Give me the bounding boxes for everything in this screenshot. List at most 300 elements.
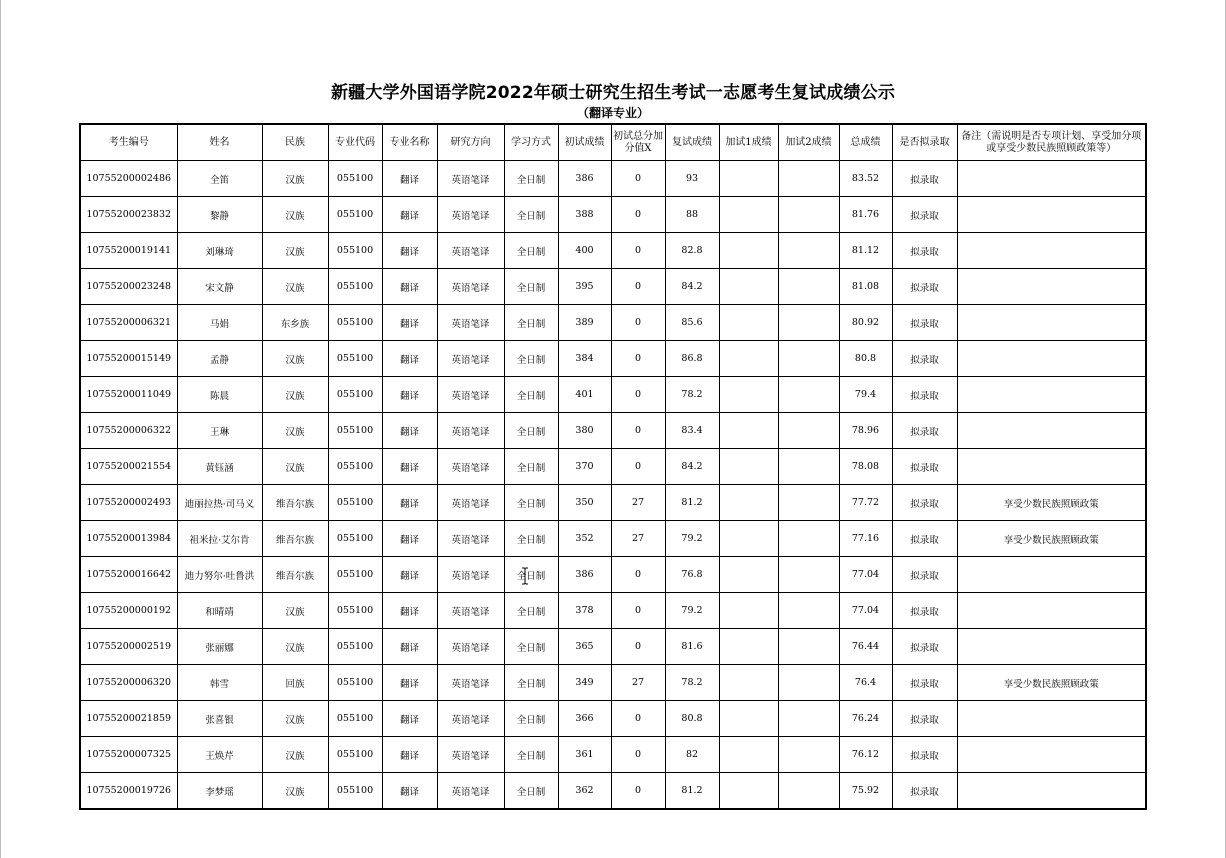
table-row <box>80 773 1146 810</box>
table-cell <box>778 341 839 377</box>
table-row <box>80 737 1146 773</box>
table-cell: 055100 <box>328 449 382 485</box>
table-cell: 76.4 <box>839 665 892 701</box>
table-cell: 84.2 <box>665 269 719 305</box>
table-cell: 386 <box>558 161 611 197</box>
table-cell <box>719 305 778 341</box>
table-cell <box>957 773 1146 810</box>
table-cell: 翻译 <box>382 161 437 197</box>
table-cell: 汉族 <box>262 341 328 377</box>
table-row <box>80 449 1146 485</box>
table-cell: 055100 <box>328 413 382 449</box>
table-cell: 81.12 <box>839 233 892 269</box>
table-row <box>80 377 1146 413</box>
table-cell <box>957 557 1146 593</box>
table-cell: 汉族 <box>262 449 328 485</box>
table-cell: 83.52 <box>839 161 892 197</box>
table-cell: 81.2 <box>665 773 719 810</box>
table-cell: 拟录取 <box>892 233 957 269</box>
table-cell: 0 <box>611 737 665 773</box>
table-cell <box>719 449 778 485</box>
table-cell: 张丽娜 <box>177 629 262 665</box>
table-cell: 翻译 <box>382 449 437 485</box>
table-cell: 10755200002519 <box>80 629 177 665</box>
table-cell: 汉族 <box>262 593 328 629</box>
table-cell: 全日制 <box>504 269 558 305</box>
col-header: 是否拟录取 <box>892 124 957 161</box>
table-cell: 全日制 <box>504 485 558 521</box>
table-cell: 全日制 <box>504 629 558 665</box>
table-cell: 汉族 <box>262 269 328 305</box>
table-cell: 拟录取 <box>892 161 957 197</box>
table-cell: 和晴靖 <box>177 593 262 629</box>
table-cell: 380 <box>558 413 611 449</box>
table-cell <box>719 485 778 521</box>
table-cell <box>957 305 1146 341</box>
table-cell <box>778 161 839 197</box>
table-cell: 翻译 <box>382 521 437 557</box>
table-cell: 翻译 <box>382 629 437 665</box>
table-cell: 055100 <box>328 197 382 233</box>
table-cell: 0 <box>611 269 665 305</box>
table-cell: 享受少数民族照顾政策 <box>957 665 1146 701</box>
table-cell: 王琳 <box>177 413 262 449</box>
table-cell: 80.8 <box>665 701 719 737</box>
table-row <box>80 593 1146 629</box>
table-cell <box>719 773 778 810</box>
table-cell: 翻译 <box>382 485 437 521</box>
table-cell: 张喜银 <box>177 701 262 737</box>
table-cell: 0 <box>611 449 665 485</box>
table-cell <box>719 557 778 593</box>
table-cell: 全日制 <box>504 305 558 341</box>
table-cell <box>719 665 778 701</box>
table-cell: 10755200011049 <box>80 377 177 413</box>
table-cell: 055100 <box>328 557 382 593</box>
table-cell <box>778 413 839 449</box>
table-cell: 10755200000192 <box>80 593 177 629</box>
table-row <box>80 521 1146 557</box>
table-cell: 85.6 <box>665 305 719 341</box>
scores-table <box>79 123 1147 810</box>
table-cell: 全日制 <box>504 521 558 557</box>
table-cell <box>719 197 778 233</box>
table-cell <box>778 737 839 773</box>
table-cell: 英语笔译 <box>437 305 504 341</box>
table-cell: 王焕芹 <box>177 737 262 773</box>
table-cell: 055100 <box>328 665 382 701</box>
document-title: 新疆大学外国语学院2022年硕士研究生招生考试一志愿考生复试成绩公示 <box>330 83 896 103</box>
table-cell: 全日制 <box>504 161 558 197</box>
table-row <box>80 629 1146 665</box>
table-cell <box>957 377 1146 413</box>
table-cell: 27 <box>611 521 665 557</box>
text-cursor-icon <box>521 567 529 585</box>
table-cell: 拟录取 <box>892 629 957 665</box>
table-cell: 0 <box>611 377 665 413</box>
table-cell: 0 <box>611 413 665 449</box>
table-cell: 76.8 <box>665 557 719 593</box>
table-cell: 055100 <box>328 701 382 737</box>
table-cell: 79.4 <box>839 377 892 413</box>
table-cell: 汉族 <box>262 161 328 197</box>
table-cell: 翻译 <box>382 737 437 773</box>
table-cell: 10755200013984 <box>80 521 177 557</box>
table-cell: 翻译 <box>382 773 437 810</box>
table-cell: 79.2 <box>665 521 719 557</box>
table-cell: 400 <box>558 233 611 269</box>
table-cell: 10755200019726 <box>80 773 177 810</box>
table-cell <box>957 413 1146 449</box>
table-cell <box>778 197 839 233</box>
table-cell: 翻译 <box>382 701 437 737</box>
table-cell: 英语笔译 <box>437 377 504 413</box>
table-cell: 10755200002493 <box>80 485 177 521</box>
table-cell: 10755200023248 <box>80 269 177 305</box>
table-cell: 378 <box>558 593 611 629</box>
table-row <box>80 701 1146 737</box>
table-cell: 82 <box>665 737 719 773</box>
table-body <box>80 161 1146 810</box>
table-cell <box>957 701 1146 737</box>
table-cell <box>957 269 1146 305</box>
table-cell: 维吾尔族 <box>262 485 328 521</box>
col-header: 初试总分加分值X <box>611 124 665 161</box>
table-cell: 东乡族 <box>262 305 328 341</box>
table-cell <box>957 629 1146 665</box>
table-cell: 401 <box>558 377 611 413</box>
table-row <box>80 485 1146 521</box>
table-cell: 055100 <box>328 737 382 773</box>
table-cell: 78.2 <box>665 377 719 413</box>
table-cell: 全日制 <box>504 377 558 413</box>
table-cell: 0 <box>611 629 665 665</box>
table-cell: 英语笔译 <box>437 233 504 269</box>
table-cell: 76.12 <box>839 737 892 773</box>
table-cell: 汉族 <box>262 233 328 269</box>
table-cell: 英语笔译 <box>437 341 504 377</box>
table-cell: 0 <box>611 593 665 629</box>
col-header: 民族 <box>262 124 328 161</box>
table-cell: 全日制 <box>504 593 558 629</box>
table-cell: 翻译 <box>382 413 437 449</box>
table-cell: 80.92 <box>839 305 892 341</box>
table-cell: 全日制 <box>504 701 558 737</box>
table-cell: 英语笔译 <box>437 521 504 557</box>
table-cell: 英语笔译 <box>437 593 504 629</box>
table-cell <box>778 485 839 521</box>
table-cell: 宋文静 <box>177 269 262 305</box>
table-cell: 77.04 <box>839 557 892 593</box>
table-cell: 英语笔译 <box>437 665 504 701</box>
table-cell: 黎静 <box>177 197 262 233</box>
table-cell: 361 <box>558 737 611 773</box>
table-cell: 055100 <box>328 521 382 557</box>
table-cell: 英语笔译 <box>437 449 504 485</box>
table-cell <box>719 341 778 377</box>
table-row <box>80 233 1146 269</box>
table-cell: 拟录取 <box>892 269 957 305</box>
table-cell: 362 <box>558 773 611 810</box>
table-cell: 055100 <box>328 377 382 413</box>
table-cell: 81.2 <box>665 485 719 521</box>
table-cell: 英语笔译 <box>437 701 504 737</box>
table-cell: 0 <box>611 161 665 197</box>
table-cell: 76.44 <box>839 629 892 665</box>
table-cell: 10755200006320 <box>80 665 177 701</box>
col-header: 加试2成绩 <box>778 124 839 161</box>
table-cell <box>957 341 1146 377</box>
table-cell <box>957 737 1146 773</box>
table-cell: 81.76 <box>839 197 892 233</box>
document-subtitle: （翻译专业） <box>576 106 649 120</box>
table-cell: 翻译 <box>382 665 437 701</box>
table-cell: 370 <box>558 449 611 485</box>
table-cell: 82.8 <box>665 233 719 269</box>
table-row <box>80 557 1146 593</box>
table-cell <box>778 269 839 305</box>
table-cell <box>719 593 778 629</box>
table-cell: 拟录取 <box>892 737 957 773</box>
table-cell: 享受少数民族照顾政策 <box>957 521 1146 557</box>
table-cell: 英语笔译 <box>437 737 504 773</box>
table-cell: 翻译 <box>382 593 437 629</box>
table-cell: 翻译 <box>382 305 437 341</box>
table-cell: 全日制 <box>504 665 558 701</box>
page-border-left <box>0 0 1 858</box>
col-header: 备注（需说明是否专项计划、享受加分项或享受少数民族照顾政策等） <box>957 124 1146 161</box>
table-cell: 汉族 <box>262 773 328 810</box>
table-cell: 李梦瑶 <box>177 773 262 810</box>
table-cell <box>719 269 778 305</box>
table-cell <box>778 593 839 629</box>
table-cell: 0 <box>611 701 665 737</box>
table-cell: 全日制 <box>504 233 558 269</box>
table-cell <box>719 413 778 449</box>
col-header: 专业代码 <box>328 124 382 161</box>
table-cell: 全日制 <box>504 737 558 773</box>
table-cell <box>778 233 839 269</box>
table-cell: 81.6 <box>665 629 719 665</box>
table-cell: 翻译 <box>382 269 437 305</box>
table-cell: 英语笔译 <box>437 557 504 593</box>
table-cell: 10755200016642 <box>80 557 177 593</box>
table-cell <box>957 449 1146 485</box>
table-cell: 10755200021859 <box>80 701 177 737</box>
table-cell: 享受少数民族照顾政策 <box>957 485 1146 521</box>
table-cell <box>957 593 1146 629</box>
table-cell: 全日制 <box>504 449 558 485</box>
table-cell: 27 <box>611 665 665 701</box>
table-cell <box>778 701 839 737</box>
table-cell: 0 <box>611 233 665 269</box>
table-cell: 83.4 <box>665 413 719 449</box>
table-cell <box>719 521 778 557</box>
table-cell: 英语笔译 <box>437 161 504 197</box>
table-cell: 76.24 <box>839 701 892 737</box>
table-cell: 366 <box>558 701 611 737</box>
table-cell: 10755200006321 <box>80 305 177 341</box>
table-row <box>80 665 1146 701</box>
table-cell: 10755200006322 <box>80 413 177 449</box>
table-cell: 翻译 <box>382 377 437 413</box>
table-cell: 拟录取 <box>892 485 957 521</box>
table-cell: 10755200007325 <box>80 737 177 773</box>
table-cell: 78.2 <box>665 665 719 701</box>
table-cell: 10755200021554 <box>80 449 177 485</box>
table-cell: 维吾尔族 <box>262 557 328 593</box>
table-cell <box>778 377 839 413</box>
table-cell <box>778 773 839 810</box>
col-header: 考生编号 <box>80 124 177 161</box>
table-cell: 英语笔译 <box>437 773 504 810</box>
table-row <box>80 305 1146 341</box>
table-cell <box>778 629 839 665</box>
table-row <box>80 269 1146 305</box>
table-cell: 78.08 <box>839 449 892 485</box>
table-cell: 389 <box>558 305 611 341</box>
table-cell: 350 <box>558 485 611 521</box>
table-cell: 055100 <box>328 341 382 377</box>
table-cell <box>719 629 778 665</box>
table-row <box>80 161 1146 197</box>
table-cell <box>719 377 778 413</box>
table-cell: 汉族 <box>262 737 328 773</box>
table-cell: 孟静 <box>177 341 262 377</box>
table-cell <box>778 665 839 701</box>
table-cell: 055100 <box>328 485 382 521</box>
table-cell: 0 <box>611 557 665 593</box>
table-cell: 10755200023832 <box>80 197 177 233</box>
table-cell: 全笛 <box>177 161 262 197</box>
table-cell <box>957 233 1146 269</box>
table-cell: 拟录取 <box>892 665 957 701</box>
table-cell <box>778 449 839 485</box>
table-cell: 10755200019141 <box>80 233 177 269</box>
table-cell: 10755200015149 <box>80 341 177 377</box>
table-cell: 全日制 <box>504 413 558 449</box>
table-cell: 迪丽拉热·司马义 <box>177 485 262 521</box>
table-cell: 全日制 <box>504 197 558 233</box>
col-header: 总成绩 <box>839 124 892 161</box>
table-cell: 汉族 <box>262 197 328 233</box>
table-cell <box>719 161 778 197</box>
table-cell: 陈晨 <box>177 377 262 413</box>
table-cell: 352 <box>558 521 611 557</box>
col-header: 加试1成绩 <box>719 124 778 161</box>
table-cell: 拟录取 <box>892 341 957 377</box>
table-cell: 英语笔译 <box>437 269 504 305</box>
table-cell: 055100 <box>328 269 382 305</box>
table-cell: 韩雪 <box>177 665 262 701</box>
table-cell: 055100 <box>328 161 382 197</box>
table-cell: 0 <box>611 197 665 233</box>
table-row <box>80 197 1146 233</box>
table-cell: 395 <box>558 269 611 305</box>
table-cell <box>719 233 778 269</box>
table-cell: 拟录取 <box>892 773 957 810</box>
table-cell: 汉族 <box>262 629 328 665</box>
col-header: 复试成绩 <box>665 124 719 161</box>
table-row <box>80 413 1146 449</box>
table-cell: 79.2 <box>665 593 719 629</box>
table-cell <box>778 521 839 557</box>
table-cell: 英语笔译 <box>437 485 504 521</box>
table-cell: 拟录取 <box>892 305 957 341</box>
table-cell: 88 <box>665 197 719 233</box>
table-cell: 10755200002486 <box>80 161 177 197</box>
table-cell: 迪力努尔·吐鲁洪 <box>177 557 262 593</box>
col-header: 初试成绩 <box>558 124 611 161</box>
table-cell: 80.8 <box>839 341 892 377</box>
col-header: 专业名称 <box>382 124 437 161</box>
table-cell: 刘琳琦 <box>177 233 262 269</box>
table-cell: 黄钰涵 <box>177 449 262 485</box>
table-cell: 英语笔译 <box>437 413 504 449</box>
table-cell: 0 <box>611 305 665 341</box>
table-cell: 77.16 <box>839 521 892 557</box>
table-cell: 78.96 <box>839 413 892 449</box>
table-cell: 75.92 <box>839 773 892 810</box>
table-cell: 汉族 <box>262 377 328 413</box>
table-cell: 055100 <box>328 305 382 341</box>
table-cell: 055100 <box>328 773 382 810</box>
table-header-row <box>80 124 1146 161</box>
table-cell: 祖米拉·艾尔肯 <box>177 521 262 557</box>
table-cell: 英语笔译 <box>437 197 504 233</box>
table-cell: 055100 <box>328 629 382 665</box>
table-cell <box>957 161 1146 197</box>
table-cell: 0 <box>611 773 665 810</box>
table-row <box>80 341 1146 377</box>
table-cell: 全日制 <box>504 341 558 377</box>
table-cell <box>957 197 1146 233</box>
col-header: 姓名 <box>177 124 262 161</box>
table-cell: 翻译 <box>382 341 437 377</box>
table-cell <box>719 737 778 773</box>
table-cell: 77.72 <box>839 485 892 521</box>
table-cell: 翻译 <box>382 197 437 233</box>
table-cell: 马娟 <box>177 305 262 341</box>
table-cell: 回族 <box>262 665 328 701</box>
table-cell: 0 <box>611 341 665 377</box>
table-cell: 384 <box>558 341 611 377</box>
table-cell: 全日制 <box>504 557 558 593</box>
table-cell: 86.8 <box>665 341 719 377</box>
col-header: 研究方向 <box>437 124 504 161</box>
table-cell: 翻译 <box>382 557 437 593</box>
table-cell: 英语笔译 <box>437 629 504 665</box>
table-cell: 388 <box>558 197 611 233</box>
table-cell: 拟录取 <box>892 377 957 413</box>
table-cell <box>719 701 778 737</box>
table-cell: 386 <box>558 557 611 593</box>
table-cell: 055100 <box>328 233 382 269</box>
table-cell: 维吾尔族 <box>262 521 328 557</box>
table-cell: 拟录取 <box>892 521 957 557</box>
table-cell: 全日制 <box>504 773 558 810</box>
table-cell: 拟录取 <box>892 593 957 629</box>
table-cell <box>778 305 839 341</box>
table-cell: 349 <box>558 665 611 701</box>
table-cell: 拟录取 <box>892 413 957 449</box>
table-cell: 81.08 <box>839 269 892 305</box>
table-cell: 汉族 <box>262 701 328 737</box>
table-cell: 拟录取 <box>892 197 957 233</box>
table-cell: 27 <box>611 485 665 521</box>
table-cell: 77.04 <box>839 593 892 629</box>
table-cell: 翻译 <box>382 233 437 269</box>
